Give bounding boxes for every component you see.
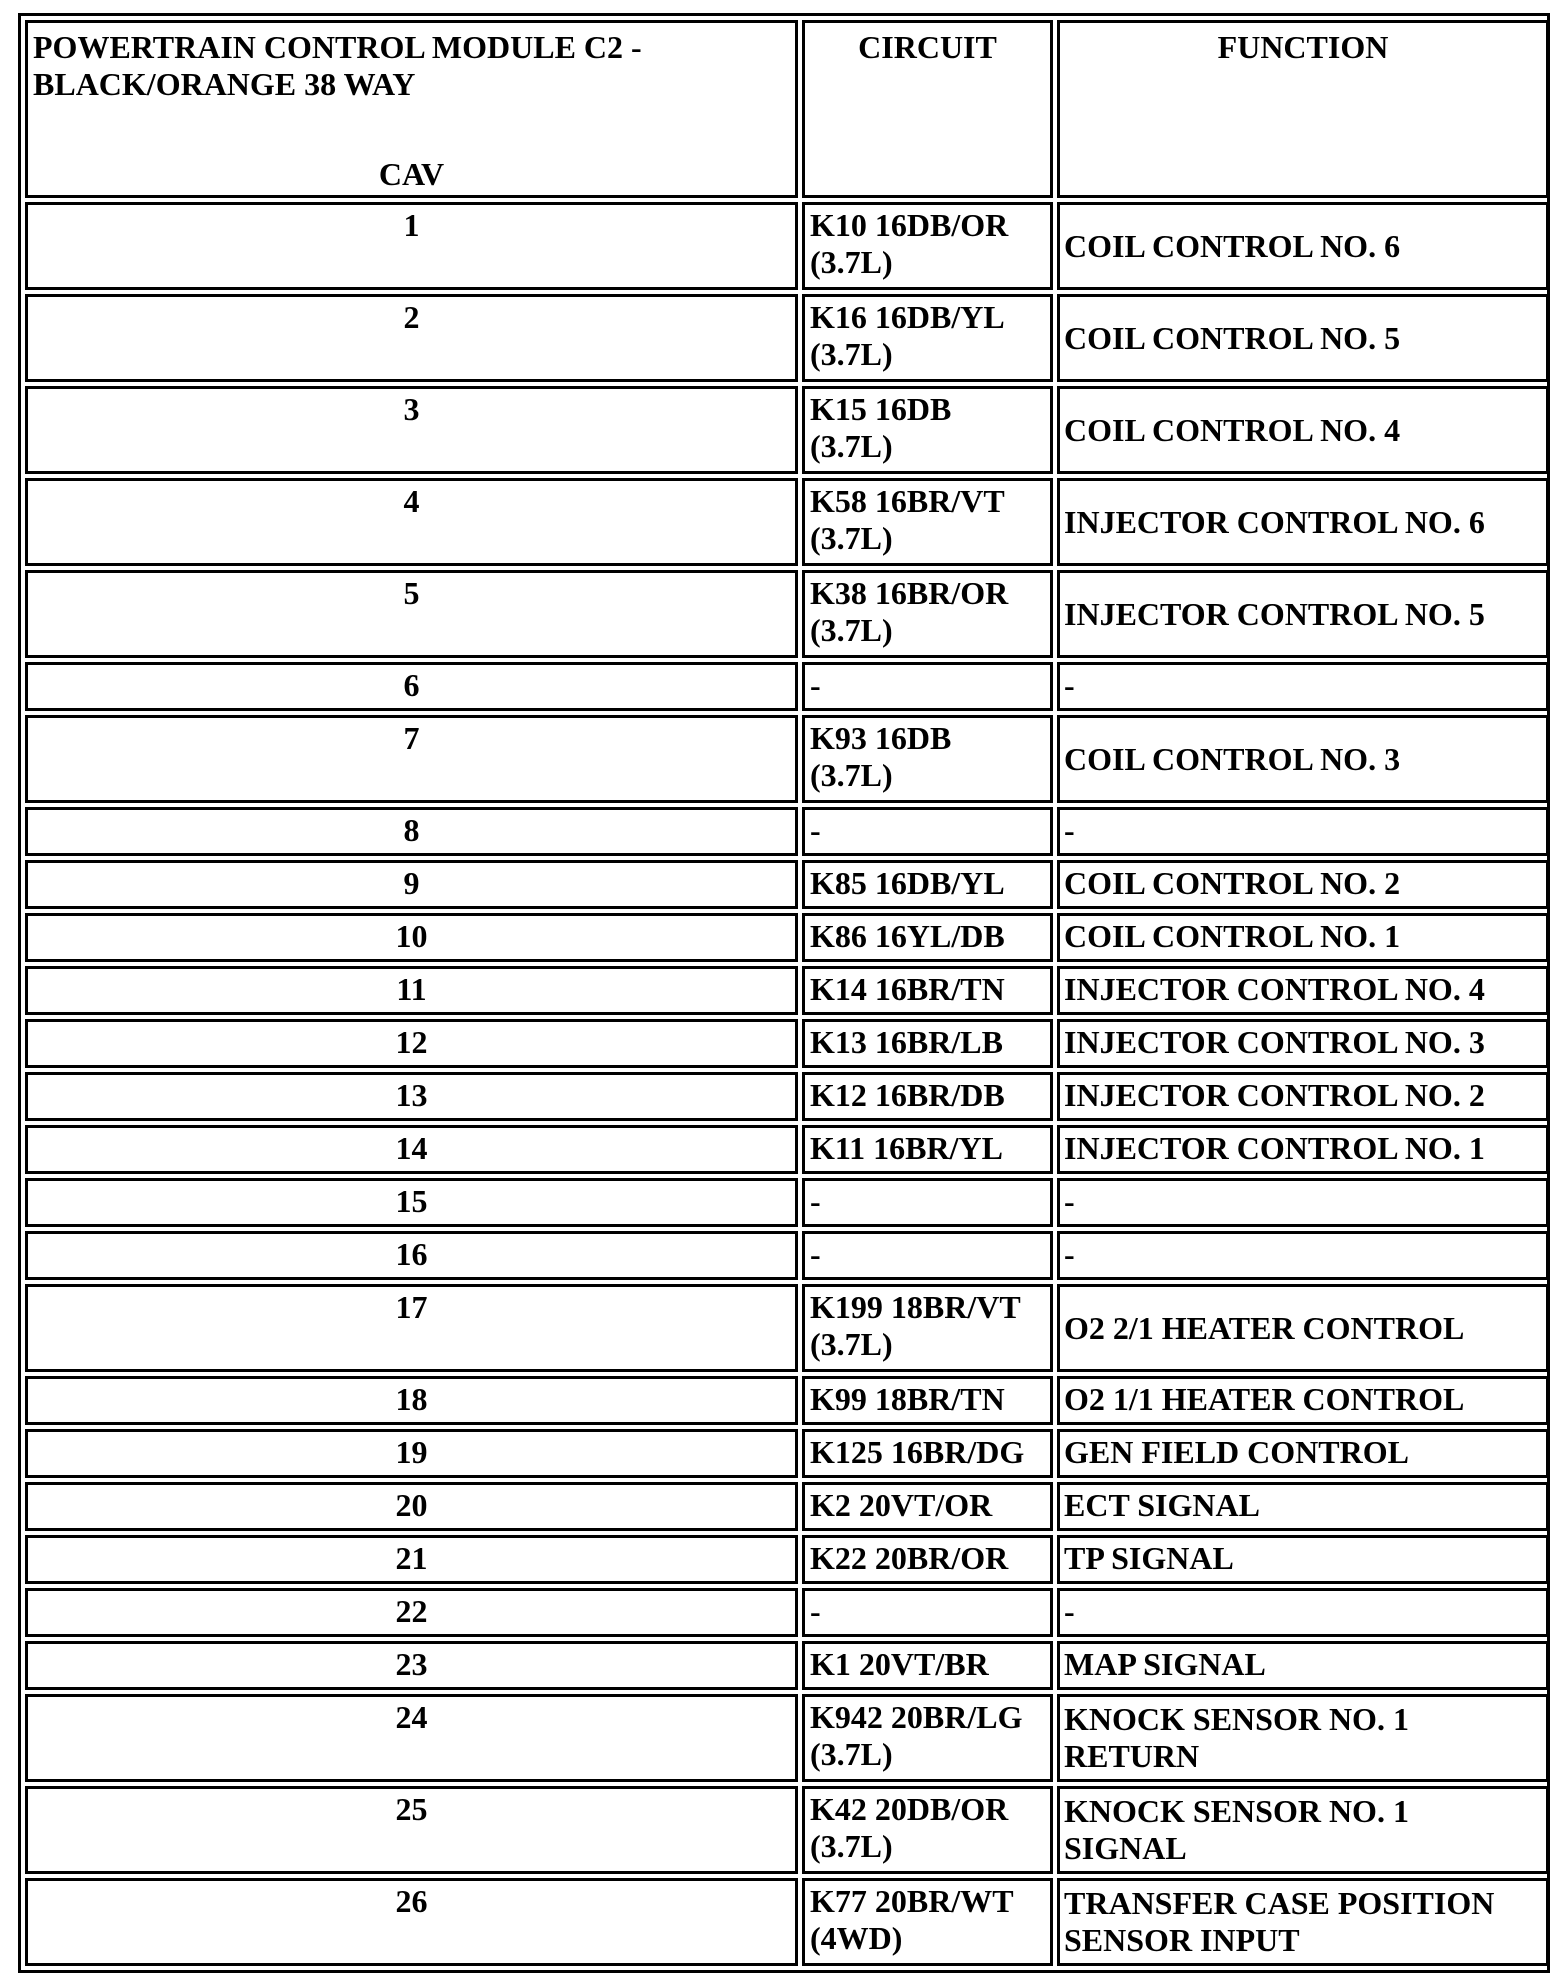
function-text: INJECTOR CONTROL NO. 6 xyxy=(1064,503,1485,540)
table-header-row xyxy=(25,20,1549,198)
function-cell xyxy=(1057,1231,1549,1280)
cav-cell: 13 xyxy=(25,1072,798,1121)
cav-cell: 2 xyxy=(25,294,798,382)
function-text: - xyxy=(1064,812,1075,848)
header-cav-cell xyxy=(25,20,798,198)
function-text: SENSOR INPUT xyxy=(1064,1922,1300,1958)
circuit-text: - xyxy=(810,667,821,703)
circuit-text: K12 16BR/DB xyxy=(810,1077,1005,1113)
function-text: O2 2/1 HEATER CONTROL xyxy=(1064,1309,1465,1346)
circuit-cell xyxy=(802,570,1053,658)
function-cell xyxy=(1057,1429,1549,1478)
function-text: KNOCK SENSOR NO. 1 xyxy=(1064,1701,1409,1737)
cav-cell: 19 xyxy=(25,1429,798,1478)
circuit-cell xyxy=(802,1429,1053,1478)
circuit-text: K85 16DB/YL xyxy=(810,865,1005,901)
circuit-text: (3.7L) xyxy=(810,1326,893,1362)
circuit-cell xyxy=(802,1019,1053,1068)
circuit-cell xyxy=(802,1588,1053,1637)
cav-cell: 18 xyxy=(25,1376,798,1425)
circuit-text: (3.7L) xyxy=(810,1736,893,1772)
circuit-cell xyxy=(802,386,1053,474)
cav-cell: 23 xyxy=(25,1641,798,1690)
cav-cell: 14 xyxy=(25,1125,798,1174)
function-cell xyxy=(1057,570,1549,658)
circuit-text: (3.7L) xyxy=(810,520,893,556)
table-row xyxy=(25,1482,1549,1531)
function-cell xyxy=(1057,860,1549,909)
function-text: GEN FIELD CONTROL xyxy=(1064,1434,1409,1470)
circuit-cell xyxy=(802,1641,1053,1690)
function-text: COIL CONTROL NO. 1 xyxy=(1064,918,1401,954)
function-text: RETURN xyxy=(1064,1738,1200,1774)
table-row xyxy=(25,662,1549,711)
circuit-text: K42 20DB/OR xyxy=(810,1791,1009,1827)
table-row xyxy=(25,386,1549,474)
circuit-cell xyxy=(802,1376,1053,1425)
function-text: KNOCK SENSOR NO. 1 xyxy=(1064,1793,1409,1829)
table-row xyxy=(25,1376,1549,1425)
function-text: COIL CONTROL NO. 2 xyxy=(1064,865,1401,901)
function-text: COIL CONTROL NO. 6 xyxy=(1064,227,1401,264)
function-text: INJECTOR CONTROL NO. 2 xyxy=(1064,1077,1485,1113)
circuit-text: (3.7L) xyxy=(810,428,893,464)
function-cell xyxy=(1057,202,1549,290)
function-cell xyxy=(1057,913,1549,962)
function-cell xyxy=(1057,1878,1549,1966)
connector-pinout-document xyxy=(18,13,1550,1973)
cav-cell: 9 xyxy=(25,860,798,909)
function-text: - xyxy=(1064,667,1075,703)
circuit-text: K942 20BR/LG xyxy=(810,1699,1023,1735)
function-text: INJECTOR CONTROL NO. 1 xyxy=(1064,1130,1485,1166)
table-row xyxy=(25,1429,1549,1478)
function-cell xyxy=(1057,1786,1549,1874)
cav-cell: 6 xyxy=(25,662,798,711)
table-row xyxy=(25,570,1549,658)
table-row xyxy=(25,913,1549,962)
table-row xyxy=(25,202,1549,290)
function-text: ECT SIGNAL xyxy=(1064,1487,1260,1523)
function-text: SIGNAL xyxy=(1064,1830,1187,1866)
function-cell xyxy=(1057,966,1549,1015)
cav-cell: 10 xyxy=(25,913,798,962)
circuit-text: K2 20VT/OR xyxy=(810,1487,993,1523)
function-cell xyxy=(1057,1482,1549,1531)
circuit-text: K22 20BR/OR xyxy=(810,1540,1009,1576)
table-row xyxy=(25,1786,1549,1874)
table-row xyxy=(25,1072,1549,1121)
circuit-text: (3.7L) xyxy=(810,612,893,648)
circuit-cell xyxy=(802,1786,1053,1874)
table-row xyxy=(25,807,1549,856)
function-text: INJECTOR CONTROL NO. 3 xyxy=(1064,1024,1485,1060)
function-text: MAP SIGNAL xyxy=(1064,1646,1266,1682)
function-text: - xyxy=(1064,1183,1075,1219)
circuit-text: K13 16BR/LB xyxy=(810,1024,1003,1060)
cav-cell: 7 xyxy=(25,715,798,803)
table-row xyxy=(25,294,1549,382)
cav-cell: 21 xyxy=(25,1535,798,1584)
function-cell xyxy=(1057,1588,1549,1637)
table-row xyxy=(25,1125,1549,1174)
circuit-text: (3.7L) xyxy=(810,244,893,280)
table-row xyxy=(25,1535,1549,1584)
circuit-cell xyxy=(802,913,1053,962)
circuit-text: (4WD) xyxy=(810,1920,903,1956)
function-cell xyxy=(1057,386,1549,474)
cav-column-header: CAV xyxy=(378,156,445,192)
circuit-cell xyxy=(802,860,1053,909)
circuit-cell xyxy=(802,1694,1053,1782)
function-cell xyxy=(1057,1376,1549,1425)
circuit-cell xyxy=(802,1125,1053,1174)
table-row xyxy=(25,860,1549,909)
function-text: O2 1/1 HEATER CONTROL xyxy=(1064,1381,1465,1417)
circuit-cell xyxy=(802,1178,1053,1227)
function-text: COIL CONTROL NO. 3 xyxy=(1064,740,1401,777)
circuit-cell xyxy=(802,202,1053,290)
table-row xyxy=(25,1641,1549,1690)
circuit-text: K125 16BR/DG xyxy=(810,1434,1025,1470)
table-row xyxy=(25,1178,1549,1227)
circuit-text: K86 16YL/DB xyxy=(810,918,1005,954)
connector-title-line2: BLACK/ORANGE 38 WAY xyxy=(33,66,416,102)
circuit-text: (3.7L) xyxy=(810,336,893,372)
circuit-text: - xyxy=(810,1593,821,1629)
table-row xyxy=(25,1878,1549,1966)
circuit-text: K15 16DB xyxy=(810,391,952,427)
connector-title-line1: POWERTRAIN CONTROL MODULE C2 - xyxy=(33,29,642,65)
circuit-text: (3.7L) xyxy=(810,1828,893,1864)
table-row xyxy=(25,1231,1549,1280)
cav-cell: 1 xyxy=(25,202,798,290)
cav-cell: 26 xyxy=(25,1878,798,1966)
circuit-cell xyxy=(802,1878,1053,1966)
cav-cell: 4 xyxy=(25,478,798,566)
function-cell xyxy=(1057,715,1549,803)
table-row xyxy=(25,1694,1549,1782)
cav-cell: 15 xyxy=(25,1178,798,1227)
circuit-cell xyxy=(802,294,1053,382)
cav-cell: 25 xyxy=(25,1786,798,1874)
circuit-text: K199 18BR/VT xyxy=(810,1289,1021,1325)
cav-cell: 5 xyxy=(25,570,798,658)
function-text: TRANSFER CASE POSITION xyxy=(1064,1885,1495,1921)
function-cell xyxy=(1057,1694,1549,1782)
circuit-cell xyxy=(802,1072,1053,1121)
cav-cell: 8 xyxy=(25,807,798,856)
circuit-text: K16 16DB/YL xyxy=(810,299,1005,335)
cav-cell: 12 xyxy=(25,1019,798,1068)
circuit-text: K1 20VT/BR xyxy=(810,1646,989,1682)
function-cell xyxy=(1057,1641,1549,1690)
function-text: INJECTOR CONTROL NO. 5 xyxy=(1064,595,1485,632)
circuit-cell xyxy=(802,966,1053,1015)
circuit-text: - xyxy=(810,1236,821,1272)
circuit-text: K58 16BR/VT xyxy=(810,483,1005,519)
circuit-cell xyxy=(802,1284,1053,1372)
function-text: - xyxy=(1064,1593,1075,1629)
function-column-header: FUNCTION xyxy=(1057,20,1549,198)
circuit-text: K38 16BR/OR xyxy=(810,575,1009,611)
table-row xyxy=(25,715,1549,803)
circuit-text: K99 18BR/TN xyxy=(810,1381,1005,1417)
function-cell xyxy=(1057,662,1549,711)
function-cell xyxy=(1057,478,1549,566)
circuit-cell xyxy=(802,807,1053,856)
function-text: COIL CONTROL NO. 5 xyxy=(1064,319,1401,356)
cav-cell: 17 xyxy=(25,1284,798,1372)
circuit-column-header: CIRCUIT xyxy=(802,20,1053,198)
table-row xyxy=(25,1019,1549,1068)
cav-cell: 20 xyxy=(25,1482,798,1531)
function-cell xyxy=(1057,1284,1549,1372)
function-text: COIL CONTROL NO. 4 xyxy=(1064,411,1401,448)
circuit-text: K14 16BR/TN xyxy=(810,971,1005,1007)
function-text: TP SIGNAL xyxy=(1064,1540,1234,1576)
cav-cell: 24 xyxy=(25,1694,798,1782)
cav-cell: 16 xyxy=(25,1231,798,1280)
circuit-cell xyxy=(802,478,1053,566)
circuit-cell xyxy=(802,1231,1053,1280)
circuit-cell xyxy=(802,1482,1053,1531)
function-cell xyxy=(1057,1019,1549,1068)
table-row xyxy=(25,966,1549,1015)
circuit-cell xyxy=(802,715,1053,803)
function-cell xyxy=(1057,294,1549,382)
table-row xyxy=(25,478,1549,566)
function-text: - xyxy=(1064,1236,1075,1272)
function-cell xyxy=(1057,1178,1549,1227)
table-row xyxy=(25,1588,1549,1637)
circuit-cell xyxy=(802,1535,1053,1584)
circuit-text: K10 16DB/OR xyxy=(810,207,1009,243)
function-cell xyxy=(1057,807,1549,856)
pinout-table xyxy=(21,16,1553,1970)
circuit-text: K93 16DB xyxy=(810,720,952,756)
circuit-text: K77 20BR/WT xyxy=(810,1883,1014,1919)
table-row xyxy=(25,1284,1549,1372)
circuit-text: - xyxy=(810,1183,821,1219)
circuit-text: - xyxy=(810,812,821,848)
function-cell xyxy=(1057,1072,1549,1121)
function-cell xyxy=(1057,1535,1549,1584)
cav-cell: 22 xyxy=(25,1588,798,1637)
cav-cell: 3 xyxy=(25,386,798,474)
circuit-text: (3.7L) xyxy=(810,757,893,793)
cav-cell: 11 xyxy=(25,966,798,1015)
function-text: INJECTOR CONTROL NO. 4 xyxy=(1064,971,1485,1007)
circuit-cell xyxy=(802,662,1053,711)
circuit-text: K11 16BR/YL xyxy=(810,1130,1003,1166)
function-cell xyxy=(1057,1125,1549,1174)
